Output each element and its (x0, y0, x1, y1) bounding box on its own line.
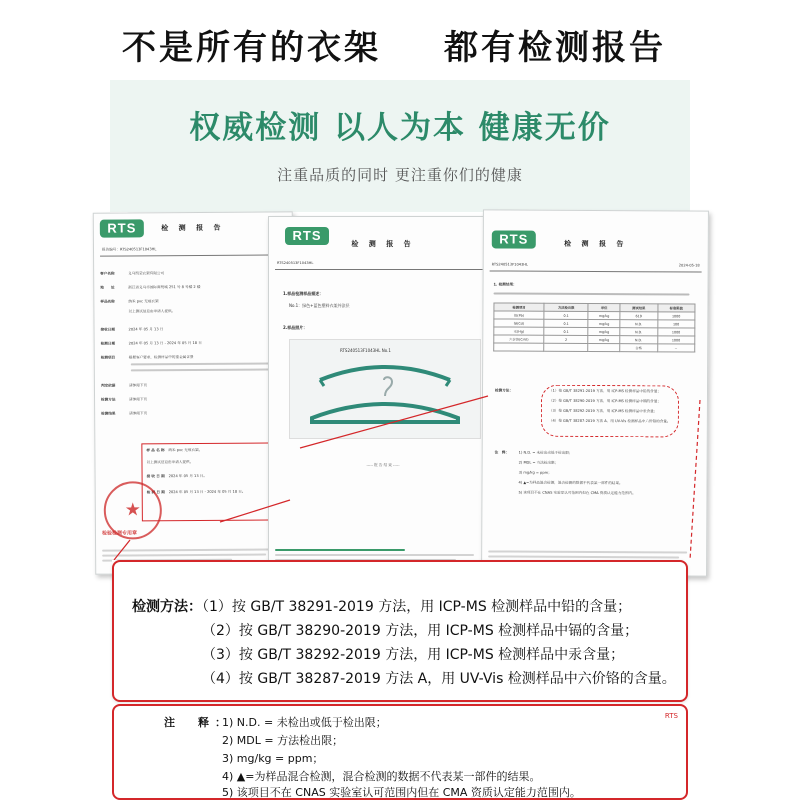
method-line: （3）按 GB/T 38292-2019 方法，用 ICP-MS 检测样品中汞含量； (548, 408, 658, 414)
results-table (493, 302, 695, 352)
sheet-title: 检 测 报 告 (161, 223, 225, 233)
section-text: No.1：绿色+蓝色塑料衣架外涂层 (289, 303, 350, 308)
field-row: 检测方法 请参阅下页 (101, 397, 148, 402)
notes-label: 注 释： (164, 716, 232, 729)
sheet-title: 检 测 报 告 (351, 240, 415, 248)
method-line: （2）按 GB/T 38290-2019 方法，用 ICP-MS 检测样品中镉的含量； (548, 398, 661, 404)
slogan-panel (110, 80, 690, 212)
divider (275, 269, 491, 270)
headline (0, 14, 800, 70)
highlight-box: 样 品 名 称 纳米 pvc 无痕衣架。 以上测试信息由申请人提供。 接 收 日 期 2024 年 05 月 13 日。 检 测 日 期 2024 年 05 月 13 日 - 2024 年 05 月 18 日。 (141, 442, 286, 521)
rts-logo: RTS (285, 227, 329, 245)
subslogan: 注重品质的同时 更注重你们的健康 (277, 166, 523, 184)
headline-right: 都有检测报告 (444, 28, 666, 68)
section-heading: 1. 检测结果： (493, 282, 517, 287)
report-number: RTS240513F1043HL 2024-05-18 (491, 262, 700, 268)
field-row: 以上测试信息由申请人提供。 (128, 309, 176, 314)
rts-logo: RTS (492, 230, 536, 248)
field-row: 样品名称 纳米 pvc 无痕衣架 (100, 299, 159, 304)
divider (100, 254, 286, 256)
stamp-label: 检验检测专用章 (101, 530, 138, 537)
note-line: 3) mg/kg = ppm； (518, 470, 552, 475)
slogan: 权威检测 以人为本 健康无价 (189, 110, 611, 146)
note-line: 1) N.D. = 未检出或低于检出限； (518, 450, 573, 455)
table-row: 合格 -- (494, 343, 695, 352)
methods-label: 检测方法： (495, 388, 513, 393)
divider (490, 270, 702, 272)
note-line-1: 1) N.D. = 未检出或低于检出限； (222, 716, 387, 729)
table-row: 汞(Hg) 0.1 mg/kg N.D. 1000 (494, 327, 695, 336)
field-row: 客户名称 义乌凯莹衣架有限公司 (100, 271, 165, 276)
field-row: 接收日期 2024 年 05 月 13 日 (100, 327, 164, 332)
field-row: 检测日期 2024 年 05 月 13 日 - 2024 年 05 月 18 日 (100, 340, 202, 346)
note-line: 5) 该项目不在 CNAS 实验室认可范围内但在 CMA 资质认定能力范围内。 (518, 490, 636, 496)
notes-label: 注 释： (494, 450, 510, 455)
corner-mark: RTS (664, 712, 678, 720)
report-sheet-results (481, 209, 709, 576)
table-row: 镉(Cd) 0.1 mg/kg N.D. 100 (494, 319, 695, 328)
report-sheet-cover (93, 211, 296, 574)
field-row: 检测结果 请参阅下页 (101, 411, 148, 416)
note-line-3: 3) mg/kg = ppm； (222, 752, 324, 765)
notes-zoom-box (112, 704, 688, 800)
method-line: （4）按 GB/T 38287-2019 方法 A，用 UV-Vis 检测样品中六价铬的含量。 (548, 418, 671, 424)
photo-caption: RTS240513F1043HL No.1 (340, 348, 391, 353)
section-heading: 1.样品检测样品描述： (283, 291, 324, 296)
zoomed-detail (112, 560, 688, 800)
note-line: 4) ▲=为样品混合检测，混合检测的数据不代表某一部件的结果。 (518, 480, 623, 486)
note-line-4: 4) ▲=为样品混合检测，混合检测的数据不代表某一部件的结果。 (222, 770, 541, 783)
field-row: 地 址 浙江省义乌市国际商贸城 251 号 8 号楼 2 楼 (100, 284, 201, 290)
report-end: ----- 报 告 结 束 ----- (366, 463, 400, 467)
method-line-3: （3）按 GB/T 38292-2019 方法，用 ICP-MS 检测样品中汞含量； (202, 647, 625, 663)
method-line-2: （2）按 GB/T 38290-2019 方法，用 ICP-MS 检测样品中镉的含量； (202, 623, 639, 639)
method-line-1: 检测方法：（1）按 GB/T 38291-2019 方法，用 ICP-MS 检测样品中铅的含量； (132, 599, 632, 615)
method-line: （1）按 GB/T 38291-2019 方法，用 ICP-MS 检测样品中铅的含量； (549, 388, 661, 394)
note-line: 2) MDL = 方法检出限； (518, 460, 559, 465)
sheet-title: 检 测 报 告 (564, 239, 628, 249)
headline-left: 不是所有的衣架 (122, 28, 381, 68)
hanger-icon (290, 340, 480, 438)
section-heading: 2.样品照片： (283, 325, 308, 330)
table-row: 铅(Pb) 0.1 mg/kg 619 1000 (494, 311, 695, 320)
note-line-5: 5) 该项目不在 CNAS 实验室认可范围内但在 CMA 资质认定能力范围内。 (222, 786, 581, 799)
report-number: RTS240513F1043HL (277, 261, 314, 265)
note-line-2: 2) MDL = 方法检出限； (222, 734, 344, 747)
report-sheet-photo (268, 216, 498, 574)
star-icon: ★ (124, 499, 141, 521)
field-row: 判定依据 请参阅下页 (100, 383, 147, 388)
method-line-4: （4）按 GB/T 38287-2019 方法 A，用 UV-Vis 检测样品中六价铬的含量。 (202, 671, 676, 687)
table-row: 六价铬(CrVI) 2 mg/kg N.D. 1000 (494, 335, 695, 344)
field-row: 检测项目 根据客户要求，检测样品中的重金属含量 (100, 355, 194, 360)
rts-logo: RTS (100, 219, 144, 237)
methods-zoom-box (112, 560, 688, 702)
sample-photo (289, 339, 481, 439)
table-header-row: 检测项目 方法检出限 单位 测试结果 标准限值 (494, 303, 695, 312)
report-number: 报告编号：RTS240513F1043HL (101, 247, 157, 252)
